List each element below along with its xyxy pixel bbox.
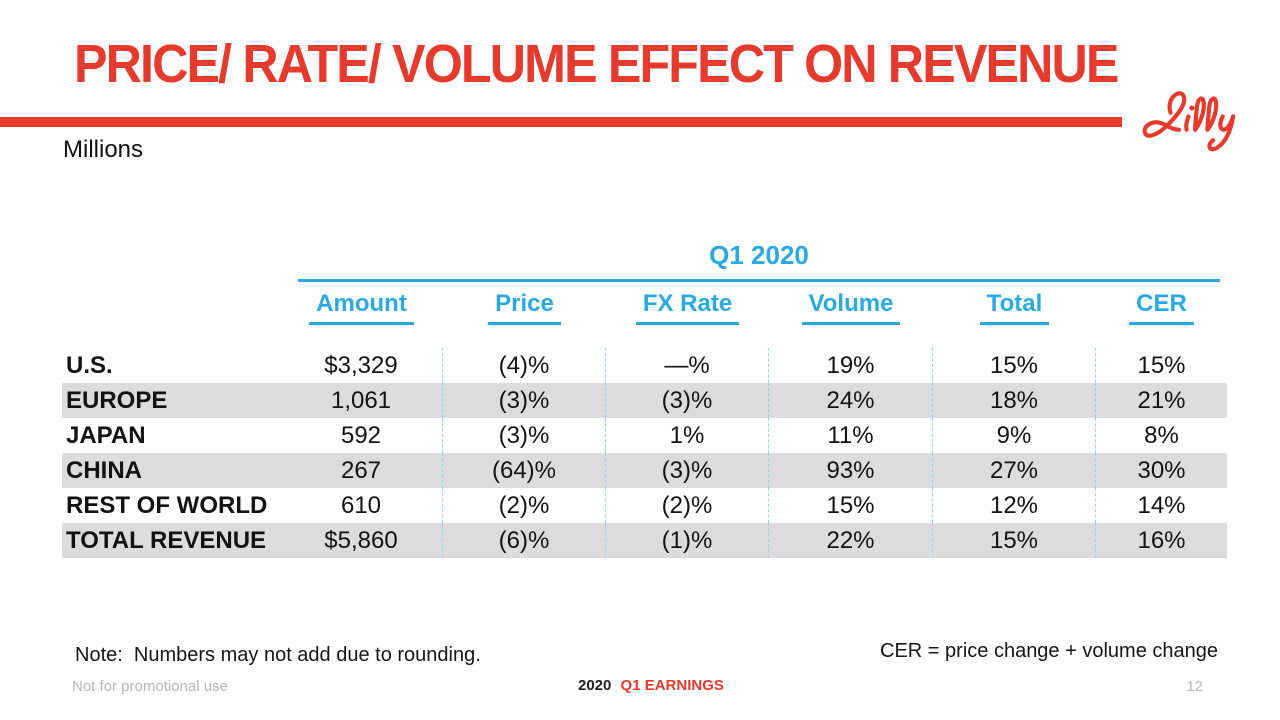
cell-cer: 30% (1096, 453, 1227, 488)
cell-total: 9% (933, 418, 1096, 453)
cell-price: (64)% (443, 453, 606, 488)
cell-price: (2)% (443, 488, 606, 523)
period-underline (298, 279, 1220, 282)
cer-definition-note: CER = price change + volume change (880, 640, 1218, 662)
cell-total: 15% (933, 523, 1096, 558)
cell-cer: 15% (1137, 352, 1186, 379)
row-label: TOTAL REVENUE (62, 523, 280, 558)
cell-volume: 15% (769, 488, 933, 523)
table-header-row (62, 291, 1227, 325)
cell-fx-rate: (2)% (606, 488, 769, 523)
rounding-note: Note: Numbers may not add due to rounding. (75, 644, 481, 666)
cell-cer: 14% (1137, 492, 1186, 519)
cell-fx-rate: (1)% (606, 523, 769, 558)
cell-volume: 24% (769, 383, 933, 418)
cell-fx-rate: (3)% (606, 383, 769, 418)
cell-fx-rate: 1% (606, 418, 769, 453)
cell-amount: 267 (280, 453, 443, 488)
logo-i-dot (1189, 105, 1194, 110)
logo-letter-l2 (1207, 99, 1216, 130)
column-header-volume: Volume (769, 291, 933, 325)
column-header-amount: Amount (280, 291, 443, 325)
units-label: Millions (63, 136, 144, 163)
cell-total: 15% (933, 348, 1096, 383)
cell-cer: 16% (1096, 523, 1227, 558)
cell-total: 18% (933, 383, 1096, 418)
cell-price: (4)% (443, 348, 606, 383)
cell-cer: 8% (1144, 422, 1179, 449)
cell-amount: 1,061 (280, 383, 443, 418)
column-header-total: Total (933, 291, 1096, 325)
page-title: PRICE/ RATE/ VOLUME EFFECT ON REVENUE (74, 34, 1118, 94)
column-header-fx-rate: FX Rate (606, 291, 769, 325)
cell-price: (3)% (443, 418, 606, 453)
header-spacer (62, 291, 280, 325)
period-header: Q1 2020 (709, 240, 809, 270)
footer-disclaimer: Not for promotional use (72, 678, 228, 695)
logo-letter-i (1186, 116, 1188, 129)
cell-amount: 592 (280, 418, 443, 453)
cell-price: (6)% (443, 523, 606, 558)
cell-amount: 610 (280, 488, 443, 523)
cell-volume: 11% (769, 418, 933, 453)
cell-price: (3)% (443, 383, 606, 418)
cell-volume: 22% (769, 523, 933, 558)
logo-letter-L (1145, 93, 1185, 135)
row-label: REST OF WORLD (66, 492, 268, 519)
footer-year: 2020 (578, 677, 612, 694)
row-label: JAPAN (66, 422, 146, 449)
cell-cer: 21% (1096, 383, 1227, 418)
column-header-cer: CER (1096, 291, 1227, 325)
cell-fx-rate: —% (606, 348, 769, 383)
row-label: U.S. (66, 352, 113, 379)
cell-total: 12% (933, 488, 1096, 523)
cell-volume: 93% (769, 453, 933, 488)
cell-amount: $5,860 (280, 523, 443, 558)
row-label: CHINA (62, 453, 280, 488)
lilly-logo (1136, 88, 1260, 162)
column-header-price: Price (443, 291, 606, 325)
page-number: 12 (1186, 678, 1203, 695)
cell-amount: $3,329 (280, 348, 443, 383)
cell-volume: 19% (769, 348, 933, 383)
row-label: EUROPE (62, 383, 280, 418)
cell-total: 27% (933, 453, 1096, 488)
footer-earnings-label: Q1 EARNINGS (620, 677, 724, 694)
cell-fx-rate: (3)% (606, 453, 769, 488)
title-divider-bar (0, 117, 1122, 127)
revenue-table (62, 348, 1227, 558)
logo-letter-l1 (1195, 99, 1204, 130)
footer-deck-title (578, 677, 724, 694)
